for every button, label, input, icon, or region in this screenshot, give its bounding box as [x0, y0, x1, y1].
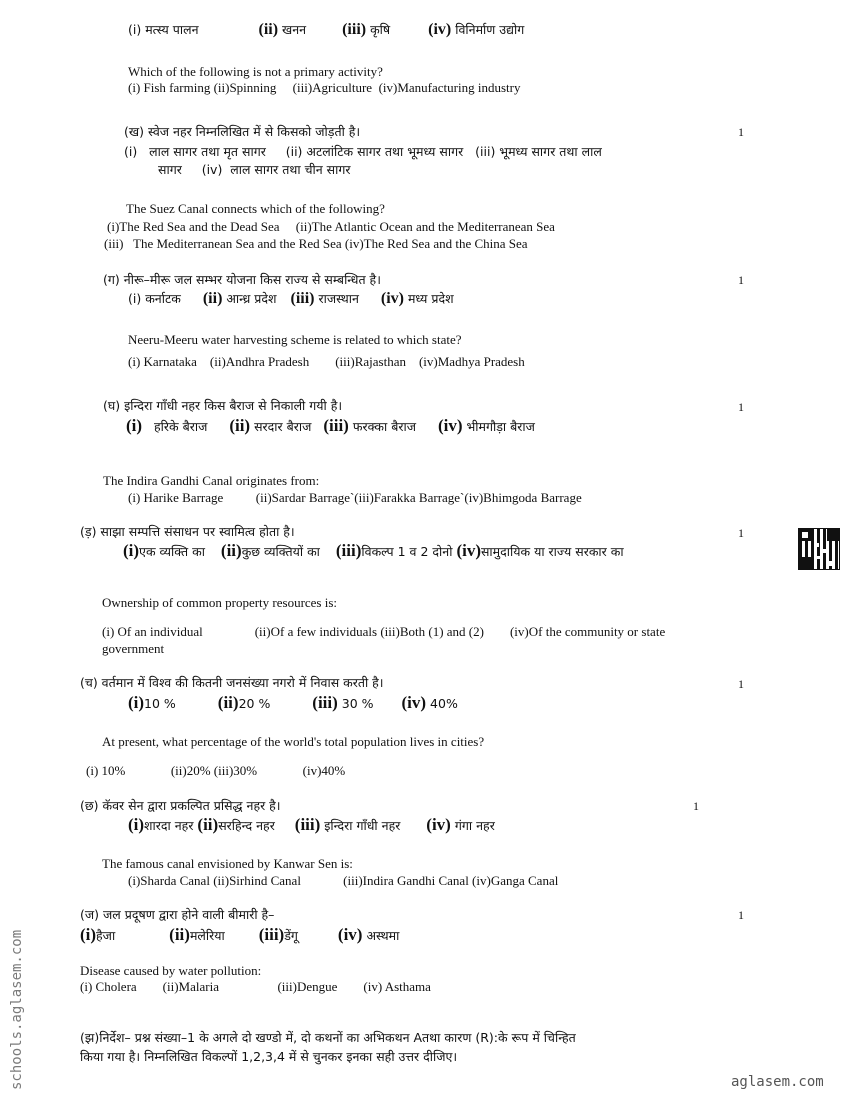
- q2-en-question: The Suez Canal connects which of the following?: [126, 201, 385, 216]
- q7-marks: 1: [693, 799, 699, 813]
- q3-hi-question: (ग) नीरू–मीरू जल सम्भर योजना किस राज्य से सम्बन्धित है।: [103, 272, 381, 287]
- q1-hi-options: (i) मत्स्य पालन (ii) खनन (iii) कृषि (iv) विनिर्माण उद्योग: [128, 21, 525, 38]
- q1-en-options: (i) Fish farming (ii)Spinning (iii)Agriculture (iv)Manufacturing industry: [128, 80, 521, 95]
- q4-hi-options: (i) हरिके बैराज (ii) सरदार बैराज (iii) फरक्का बैराज (iv) भीमगौड़ा बैराज: [126, 416, 535, 435]
- q5-hi-options: (i)एक व्यक्ति का (ii)कुछ व्यक्तियों का (iii)विकल्प 1 व 2 दोनो (iv)सामुदायिक या राज्य सरकार का: [123, 541, 624, 560]
- q7-hi-options: (i)शारदा नहर (ii)सरहिन्द नहर (iii) इन्दिरा गाँधी नहर (iv) गंगा नहर: [128, 815, 495, 834]
- q8-hi-options: (i)हैजा (ii)मलेरिया (iii)डेंगू (iv) अस्थमा: [80, 925, 400, 944]
- bottom-watermark: aglasem.com: [731, 1074, 824, 1090]
- q3-hi-options: (i) कर्नाटक (ii) आन्ध्र प्रदेश (iii) राजस्थान (iv) मध्य प्रदेश: [128, 290, 454, 307]
- q9-instruction-line-2: किया गया है। निम्नलिखित विकल्पों 1,2,3,4 में से चुनकर इनका सही उत्तर दीजिए।: [80, 1049, 458, 1064]
- q4-en-question: The Indira Gandhi Canal originates from:: [103, 473, 320, 488]
- q6-marks: 1: [738, 677, 744, 691]
- q7-en-question: The famous canal envisioned by Kanwar Sen is:: [102, 856, 353, 871]
- q6-en-question: At present, what percentage of the world's total population lives in cities?: [102, 734, 485, 749]
- q2-marks: 1: [738, 125, 744, 139]
- q2-hi-question: (ख) स्वेज नहर निम्नलिखित में से किसको जोड़ती है।: [124, 124, 361, 139]
- q8-marks: 1: [738, 908, 744, 922]
- q9-instruction-line-1: (झ)निर्देश– प्रश्न संख्या–1 के अगले दो खण्डो में, दो कथनों का अभिकथन Aतथा कारण (R):के रूप में चिन्हित: [80, 1030, 576, 1045]
- side-watermark: schools.aglasem.com: [9, 929, 25, 1090]
- q1-en-question: Which of the following is not a primary activity?: [128, 64, 383, 79]
- q2-hi-options-1: (i) लाल सागर तथा मृत सागर (ii) अटलांटिक सागर तथा भूमध्य सागर (iii) भूमध्य सागर तथा लाल: [124, 144, 602, 159]
- q5-marks: 1: [738, 526, 744, 540]
- q6-hi-question: (च) वर्तमान में विश्व की कितनी जनसंख्या नगरो में निवास करती है।: [80, 675, 384, 690]
- q4-marks: 1: [738, 400, 744, 414]
- q7-hi-question: (छ) कॅवर सेन द्वारा प्रकल्पित प्रसिद्ध नहर है।: [80, 798, 281, 813]
- q3-en-options: (i) Karnataka (ii)Andhra Pradesh (iii)Rajasthan (iv)Madhya Pradesh: [128, 354, 525, 369]
- q2-en-options-1: (i)The Red Sea and the Dead Sea (ii)The Atlantic Ocean and the Mediterranean Sea: [107, 219, 555, 234]
- q8-en-question: Disease caused by water pollution:: [80, 963, 262, 978]
- q2-hi-options-2: सागर (iv) लाल सागर तथा चीन सागर: [158, 162, 351, 177]
- q5-en-options-2: government: [102, 641, 165, 656]
- q5-en-options-1: (i) Of an individual (ii)Of a few individuals (iii)Both (1) and (2) (iv)Of the community or state: [102, 624, 666, 639]
- q5-en-question: Ownership of common property resources is:: [102, 595, 338, 610]
- q8-en-options: (i) Cholera (ii)Malaria (iii)Dengue (iv) Asthama: [80, 979, 431, 994]
- q6-hi-options: (i)10 % (ii)20 % (iii) 30 % (iv) 40%: [128, 693, 458, 712]
- q2-en-options-2: (iii) The Mediterranean Sea and the Red Sea (iv)The Red Sea and the China Sea: [104, 236, 528, 251]
- q4-en-options: (i) Harike Barrage (ii)Sardar Barrage`(iii)Farakka Barrage`(iv)Bhimgoda Barrage: [128, 490, 582, 505]
- q6-en-options: (i) 10% (ii)20% (iii)30% (iv)40%: [86, 763, 346, 778]
- q3-en-question: Neeru-Meeru water harvesting scheme is related to which state?: [128, 332, 462, 347]
- q7-en-options: (i)Sharda Canal (ii)Sirhind Canal (iii)Indira Gandhi Canal (iv)Ganga Canal: [128, 873, 559, 888]
- q3-marks: 1: [738, 273, 744, 287]
- q1-hi-opt-1: (i) मत्स्य पालन: [128, 22, 199, 37]
- q4-hi-question: (घ) इन्दिरा गाँधी नहर किस बैराज से निकाली गयी है।: [103, 398, 343, 413]
- q5-hi-question: (ड़) साझा सम्पत्ति संसाधन पर स्वामित्व होता है।: [80, 524, 295, 539]
- qr-code-icon: [799, 529, 839, 569]
- q8-hi-question: (ज) जल प्रदूषण द्वारा होने वाली बीमारी है–: [80, 907, 275, 922]
